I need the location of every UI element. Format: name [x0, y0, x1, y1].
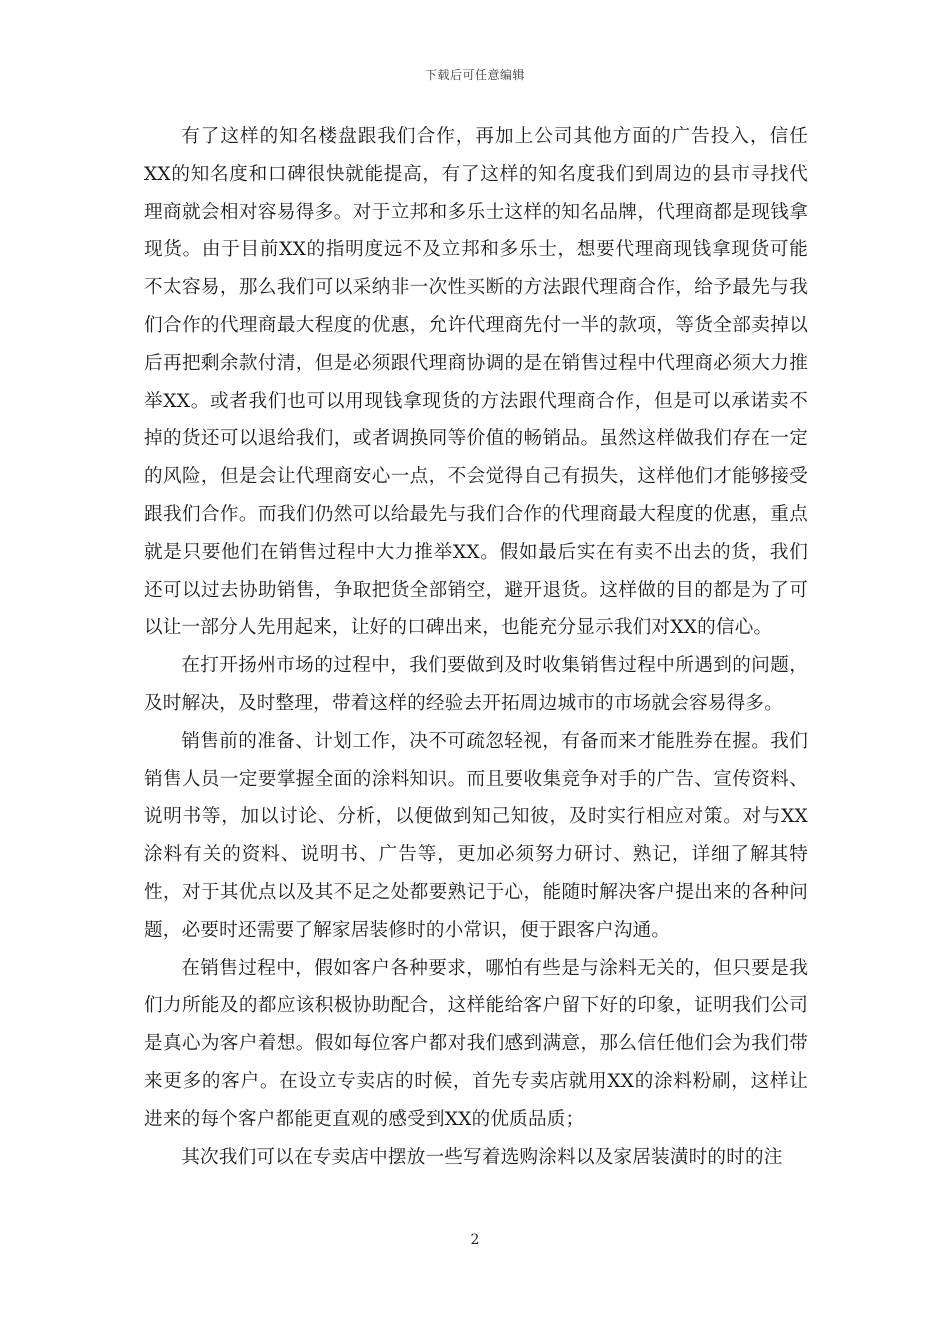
paragraph-5: 其次我们可以在专卖店中摆放一些写着选购涂料以及家居装潢时的时的注	[181, 1146, 783, 1168]
paragraph-4: 在销售过程中，假如客户各种要求，哪怕有些是与涂料无关的，但只要是我们力所能及的都应该积极协助配合，这样能给客户留下好的印象，证明我们公司是真心为客户着想。假如每位客户都对我们感到满意，那么信任他们会为我们带来更多的客户。在设立专卖店的时候，首先专卖店就用XX的涂料粉刷，这样让进来的每个客户都能更直观的感受到XX的优质品质；	[144, 957, 808, 1130]
document-body	[144, 118, 808, 1176]
page-header: 下载后可任意编辑	[424, 68, 525, 82]
page-number: 2	[470, 1232, 480, 1248]
paragraph-3: 销售前的准备、计划工作，决不可疏忽轻视，有备而来才能胜券在握。我们销售人员一定要掌握全面的涂料知识。而且要收集竞争对手的广告、宣传资料、说明书等，加以讨论、分析，以便做到知己知彼，及时实行相应对策。对与XX涂料有关的资料、说明书、广告等，更加必须努力研讨、熟记，详细了解其特性，对于其优点以及其不足之处都要熟记于心，能随时解决客户提出来的各种问题，必要时还需要了解家居装修时的小常识，便于跟客户沟通。	[144, 730, 808, 941]
paragraph-2: 在打开扬州市场的过程中，我们要做到及时收集销售过程中所遇到的问题，及时解决，及时整理，带着这样的经验去开拓周边城市的市场就会容易得多。	[144, 655, 808, 714]
paragraph-1: 有了这样的知名楼盘跟我们合作，再加上公司其他方面的广告投入，信任XX的知名度和口碑很快就能提高，有了这样的知名度我们到周边的县市寻找代理商就会相对容易得多。对于立邦和多乐士这样的知名品牌，代理商都是现钱拿现货。由于目前XX的指明度远不及立邦和多乐士，想要代理商现钱拿现货可能不太容易，那么我们可以采纳非一次性买断的方法跟代理商合作，给予最先与我们合作的代理商最大程度的优惠，允许代理商先付一半的款项，等货全部卖掉以后再把剩余款付清，但是必须跟代理商协调的是在销售过程中代理商必须大力推举XX。或者我们也可以用现钱拿现货的方法跟代理商合作，但是可以承诺卖不掉的货还可以退给我们，或者调换同等价值的畅销品。虽然这样做我们存在一定的风险，但是会让代理商安心一点，不会觉得自己有损失，这样他们才能够接受跟我们合作。而我们仍然可以给最先与我们合作的代理商最大程度的优惠，重点就是只要他们在销售过程中大力推举XX。假如最后实在有卖不出去的货，我们还可以过去协助销售，争取把货全部销空，避开退货。这样做的目的都是为了可以让一部分人先用起来，让好的口碑出来，也能充分显示我们对XX的信心。	[144, 126, 808, 639]
